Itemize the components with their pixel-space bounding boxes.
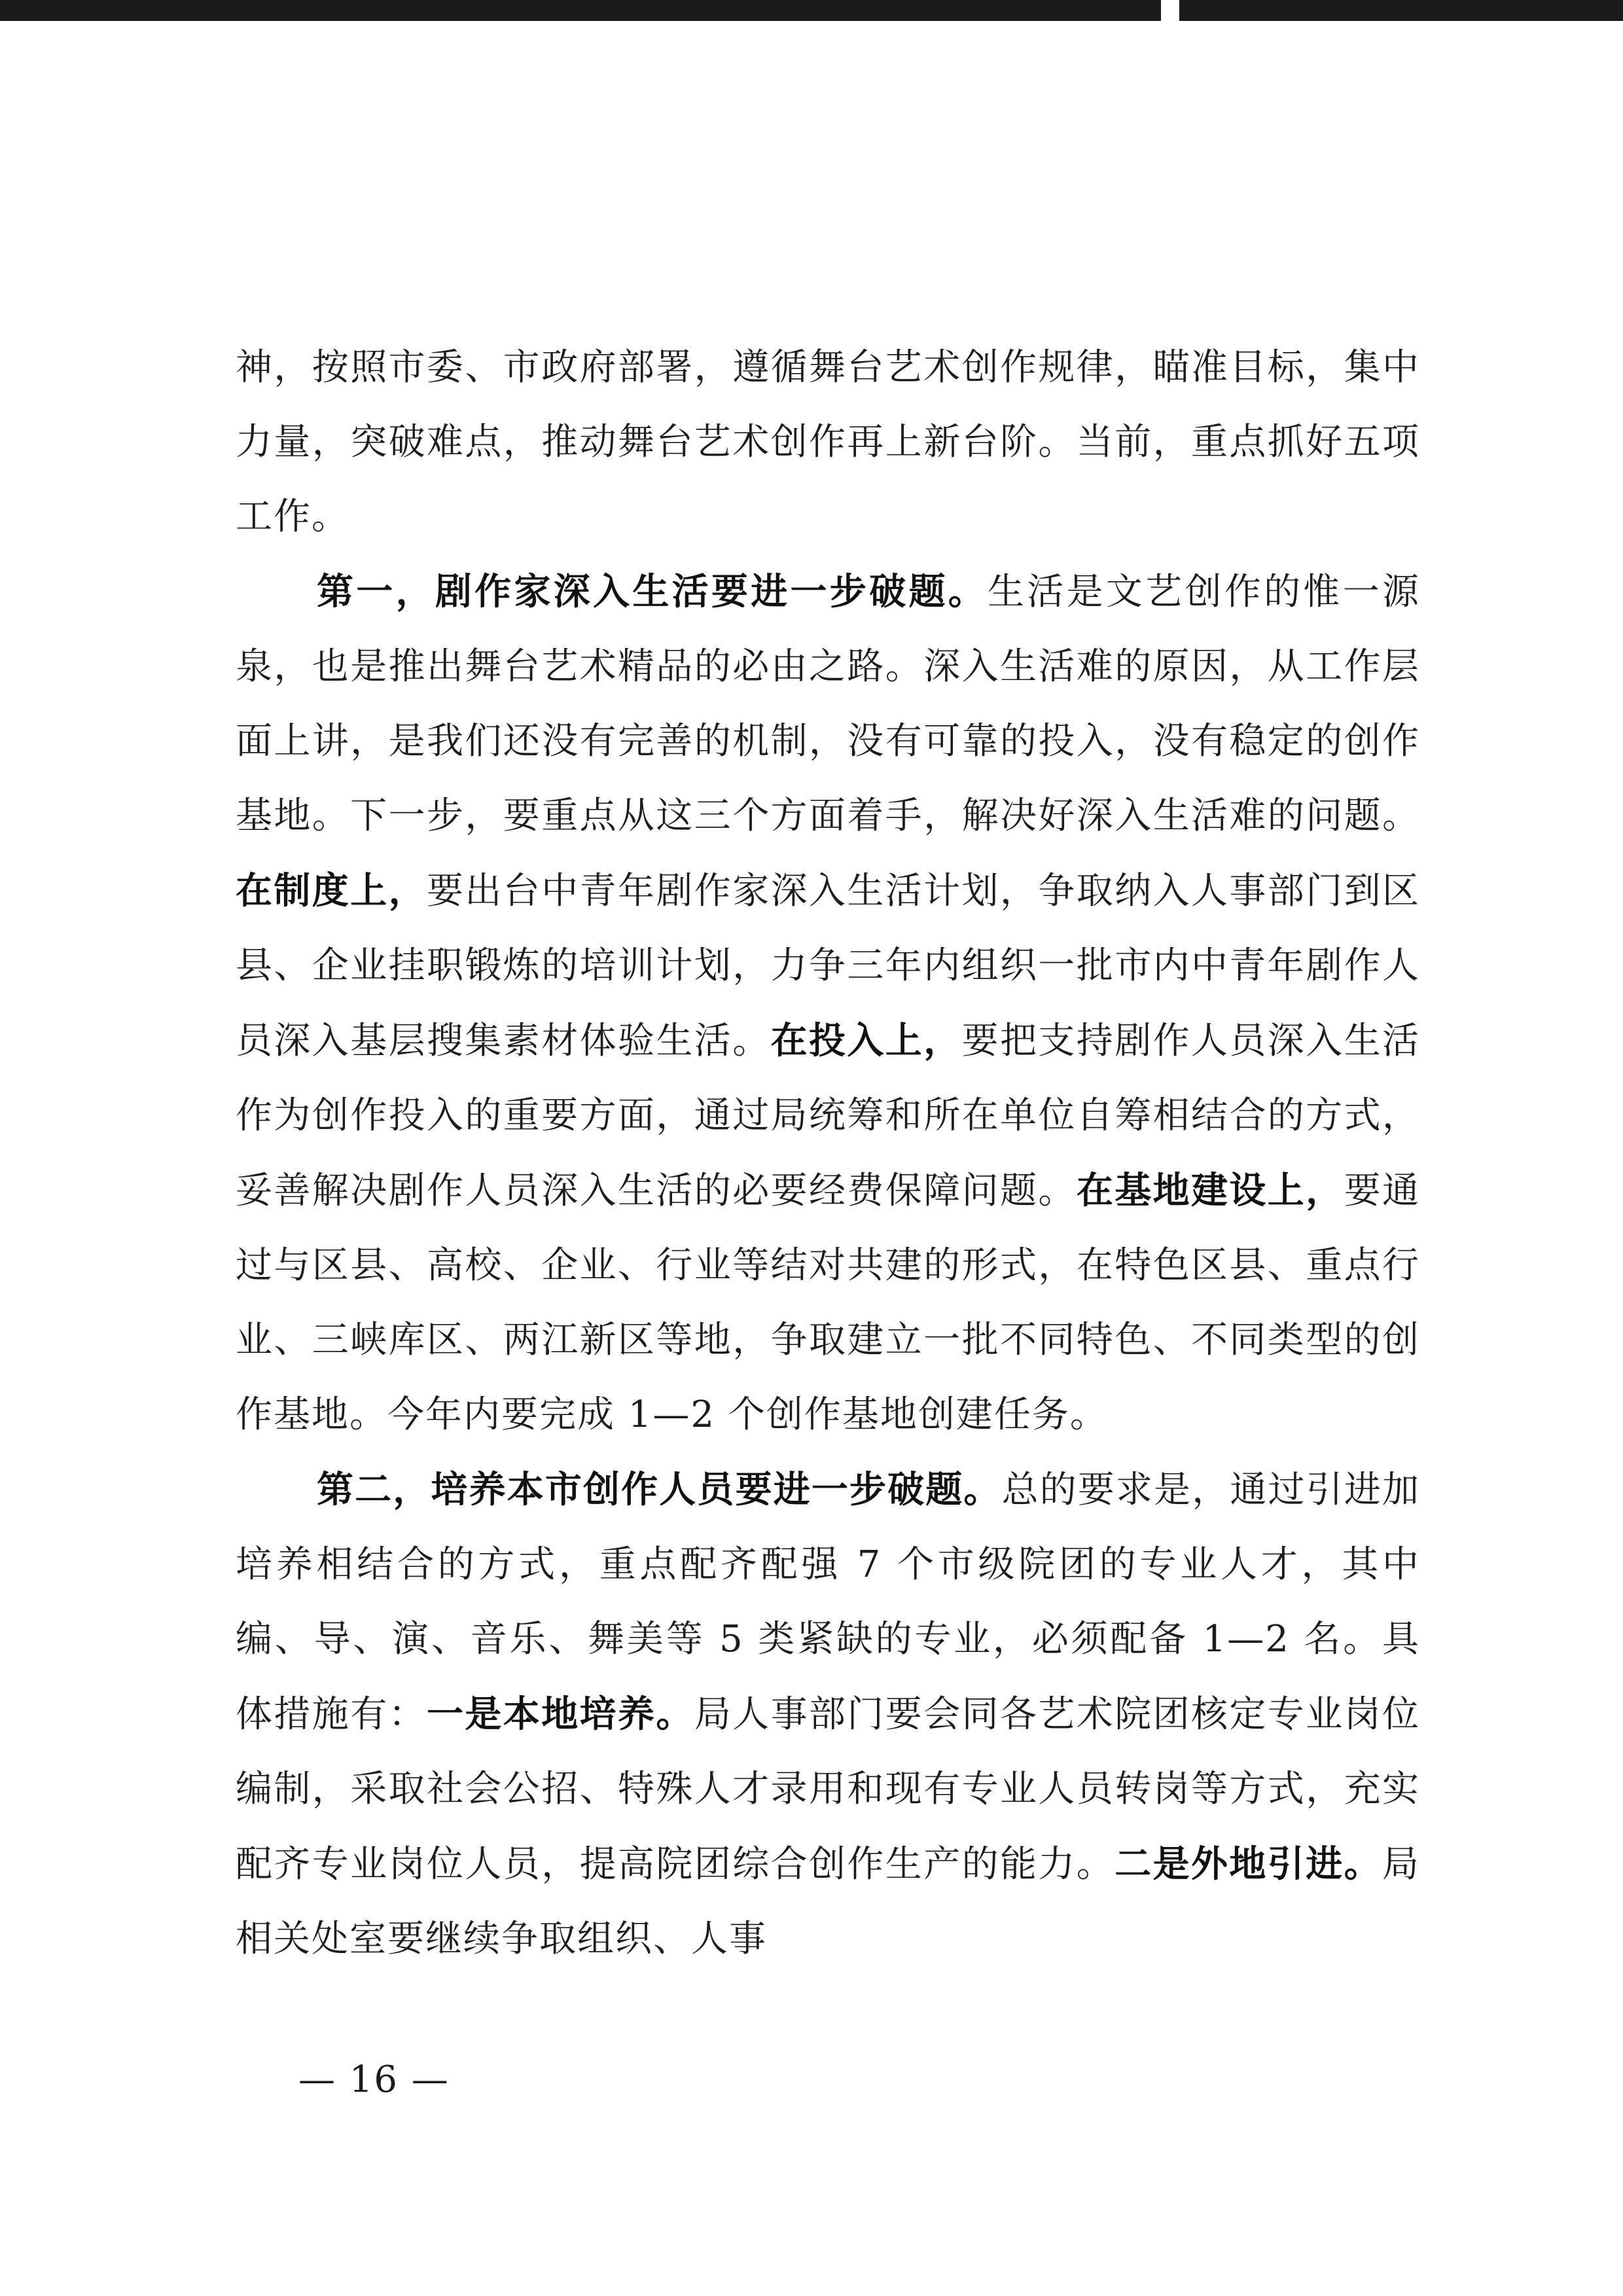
heading-second-point: 第二，培养本市创作人员要进一步破题。 [317,1468,1002,1511]
bold-phrase-base: 在基地建设上， [1076,1169,1344,1212]
text-segment: 要把支持剧作人员深入生活作为创作投入的重要方面，通过局统筹和所在单位自筹相结合的方式，妥善解决剧作人员深入生活的必要经费保障问题。 [236,1020,1421,1212]
paragraph-intro: 神，按照市委、市政府部署，遵循舞台艺术创作规律，瞄准目标，集中力量，突破难点，推动舞台艺术创作再上新台阶。当前，重点抓好五项工作。 [236,346,1420,538]
heading-first-point: 第一，剧作家深入生活要进一步破题。 [317,570,988,613]
bold-phrase-external-hiring: 二是外地引进。 [1115,1842,1383,1886]
bold-phrase-system: 在制度上， [236,869,427,912]
text-segment: 总的要求是，通过引进加培养相结合的方式，重点配齐配强 7 个市级院团的专业人才，其中编、导、演、音乐、舞美等 5 类紧缺的专业，必须配备 1—2 名。具体措施有： [236,1469,1421,1736]
text-segment: 局人事部门要会同各艺术院团核定专业岗位编制，采取社会公招、特殊人才录用和现有专业人员转岗等方式，充实配齐专业岗位人员，提高院团综合创作生产的能力。 [236,1693,1421,1886]
scan-edge-gap [1161,0,1179,26]
text-segment: 要出台中青年剧作家深入生活计划，争取纳入人事部门到区县、企业挂职锻炼的培训计划，力争三年内组织一批市内中青年剧作人员深入基层搜集素材体验生活。 [236,870,1420,1062]
paragraph-second-point [236,1452,1420,1977]
paragraph-first-point [236,554,1420,1452]
bold-phrase-local-training: 一是本地培养。 [427,1693,694,1736]
page-number: — 16 — [298,2058,450,2101]
document-body [236,331,1420,1977]
bold-phrase-investment: 在投入上， [770,1019,962,1062]
text-segment: 要通过与区县、高校、企业、行业等结对共建的形式，在特色区县、重点行业、三峡库区、两江新区等地，争取建立一批不同特色、不同类型的创作基地。今年内要完成 1—2 个创作基地创建任务。 [236,1170,1421,1436]
text-segment: 生活是文艺创作的惟一源泉，也是推出舞台艺术精品的必由之路。深入生活难的原因，从工作层面上讲，是我们还没有完善的机制，没有可靠的投入，没有稳定的创作基地。下一步，要重点从这三个方面着手，解决好深入生活难的问题。 [236,571,1421,837]
scan-top-edge [0,0,1623,21]
text-segment: 局相关处室要继续争取组织、人事 [236,1843,1421,1960]
